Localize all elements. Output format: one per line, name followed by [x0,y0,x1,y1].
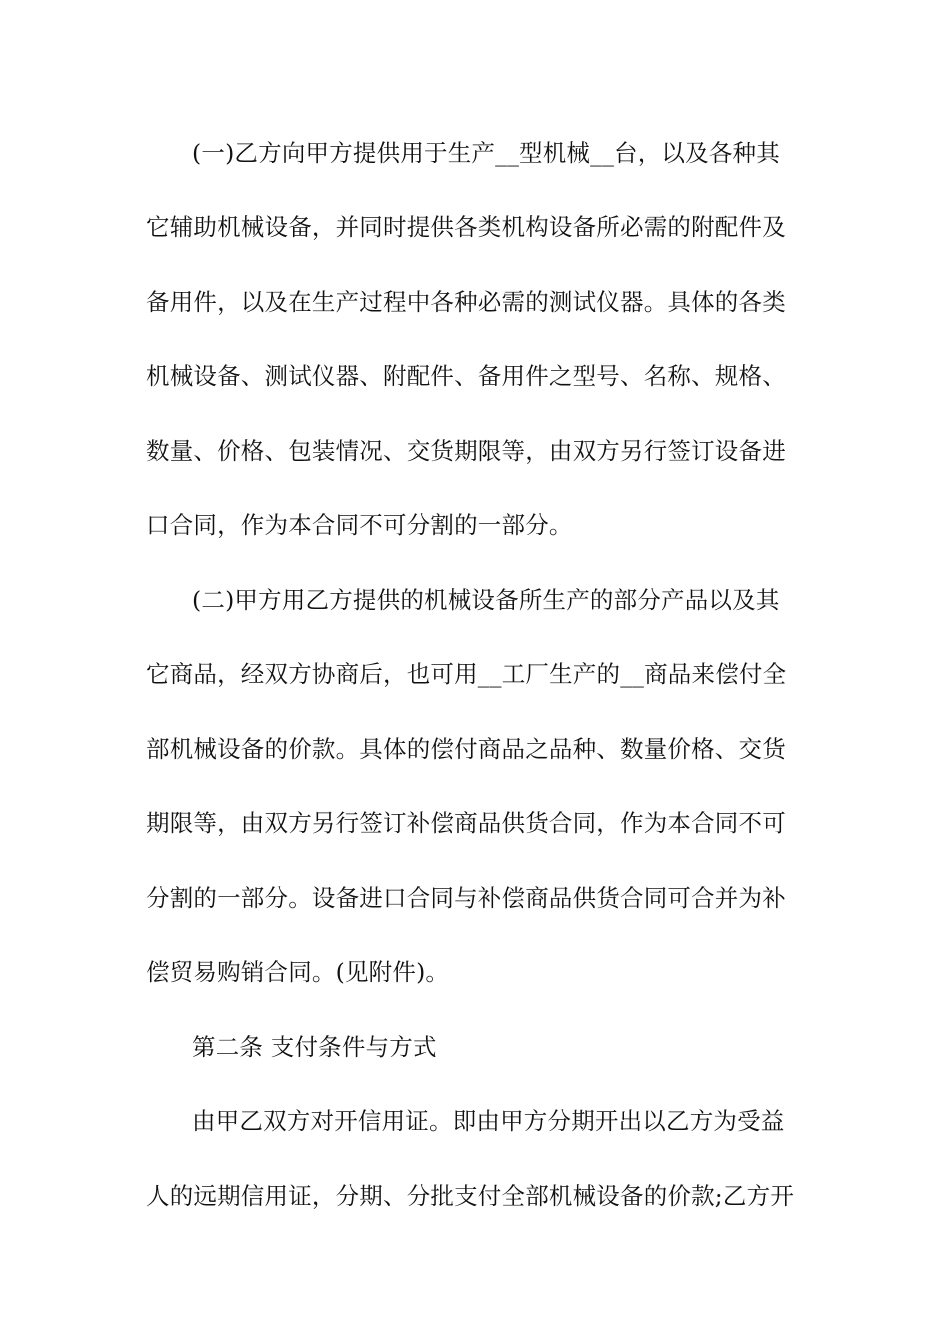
paragraph-2-line-6: 偿贸易购销合同。(见附件)。 [146,958,450,986]
paragraph-2-line-3: 部机械设备的价款。具体的偿付商品之品种、数量价格、交货 [146,735,786,763]
paragraph-3-line-2: 人的远期信用证，分期、分批支付全部机械设备的价款;乙方开 [146,1182,795,1210]
section-heading: 第二条 支付条件与方式 [192,1033,437,1061]
paragraph-2-line-1: (二)甲方用乙方提供的机械设备所生产的部分产品以及其 [192,586,780,614]
paragraph-1-line-6: 口合同，作为本合同不可分割的一部分。 [146,511,573,539]
paragraph-3-line-1: 由甲乙双方对开信用证。即由甲方分期开出以乙方为受益 [192,1107,785,1135]
paragraph-2-line-4: 期限等，由双方另行签订补偿商品供货合同，作为本合同不可 [146,809,786,837]
paragraph-1-line-1: (一)乙方向甲方提供用于生产__型机械__台，以及各种其 [192,139,780,167]
paragraph-1-line-4: 机械设备、测试仪器、附配件、备用件之型号、名称、规格、 [146,362,786,390]
paragraph-1-line-5: 数量、价格、包装情况、交货期限等，由双方另行签订设备进 [146,437,786,465]
paragraph-1-line-3: 备用件，以及在生产过程中各种必需的测试仪器。具体的各类 [146,288,786,316]
paragraph-2-line-2: 它商品，经双方协商后，也可用__工厂生产的__商品来偿付全 [146,660,787,688]
paragraph-1-line-2: 它辅助机械设备，并同时提供各类机构设备所必需的附配件及 [146,213,786,241]
paragraph-2-line-5: 分割的一部分。设备进口合同与补偿商品供货合同可合并为补 [146,884,786,912]
